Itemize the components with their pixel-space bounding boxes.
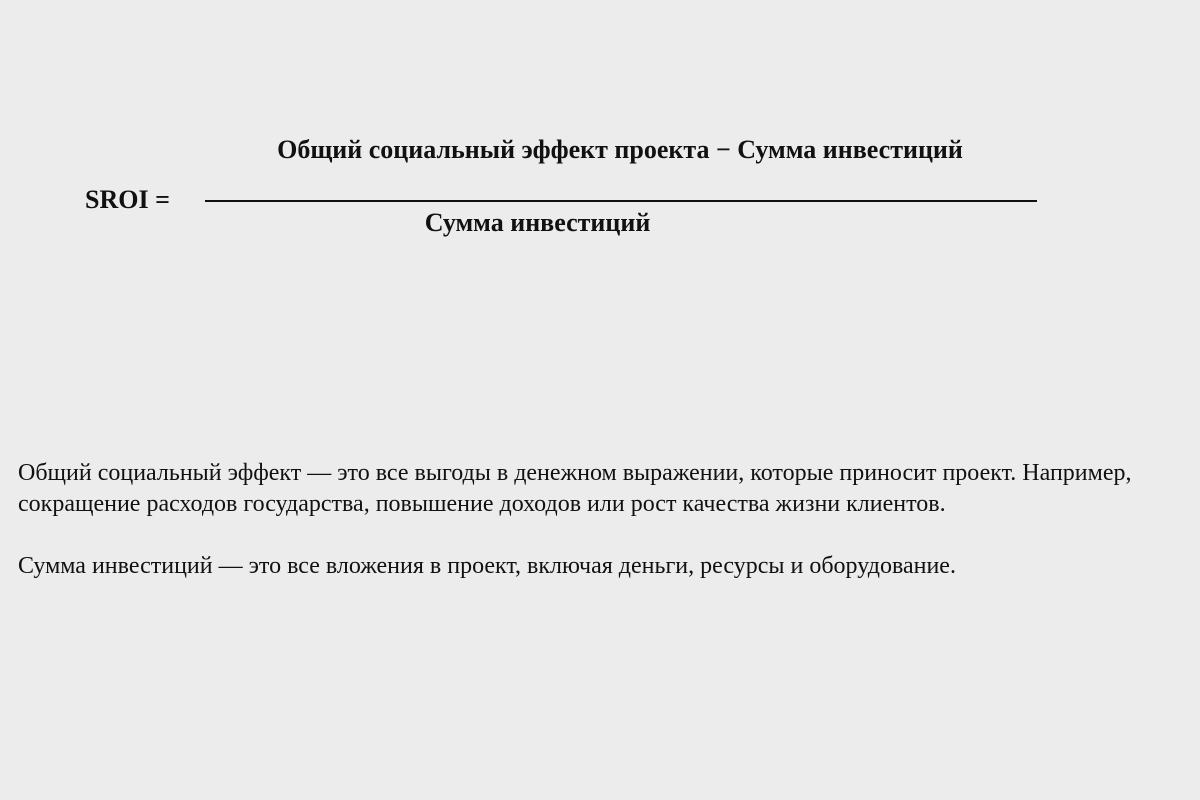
social-effect-definition: Общий социальный эффект — это все выгоды в денежном выражении, которые приносит проект. Например, сокращение расходов государства, повышение доходов или рост качества жизни клиентов. [18,460,1132,517]
formula-denominator: Сумма инвестиций [424,208,651,237]
definitions [18,458,1188,582]
investment-definition: Сумма инвестиций — это все вложения в проект, включая деньги, ресурсы и оборудование. [18,553,956,579]
sroi-formula [0,0,1200,260]
fraction-bar [205,200,1037,202]
formula-numerator: Общий социальный эффект проекта − Сумма инвестиций [277,135,963,164]
formula-lhs: SROI = [85,185,170,214]
